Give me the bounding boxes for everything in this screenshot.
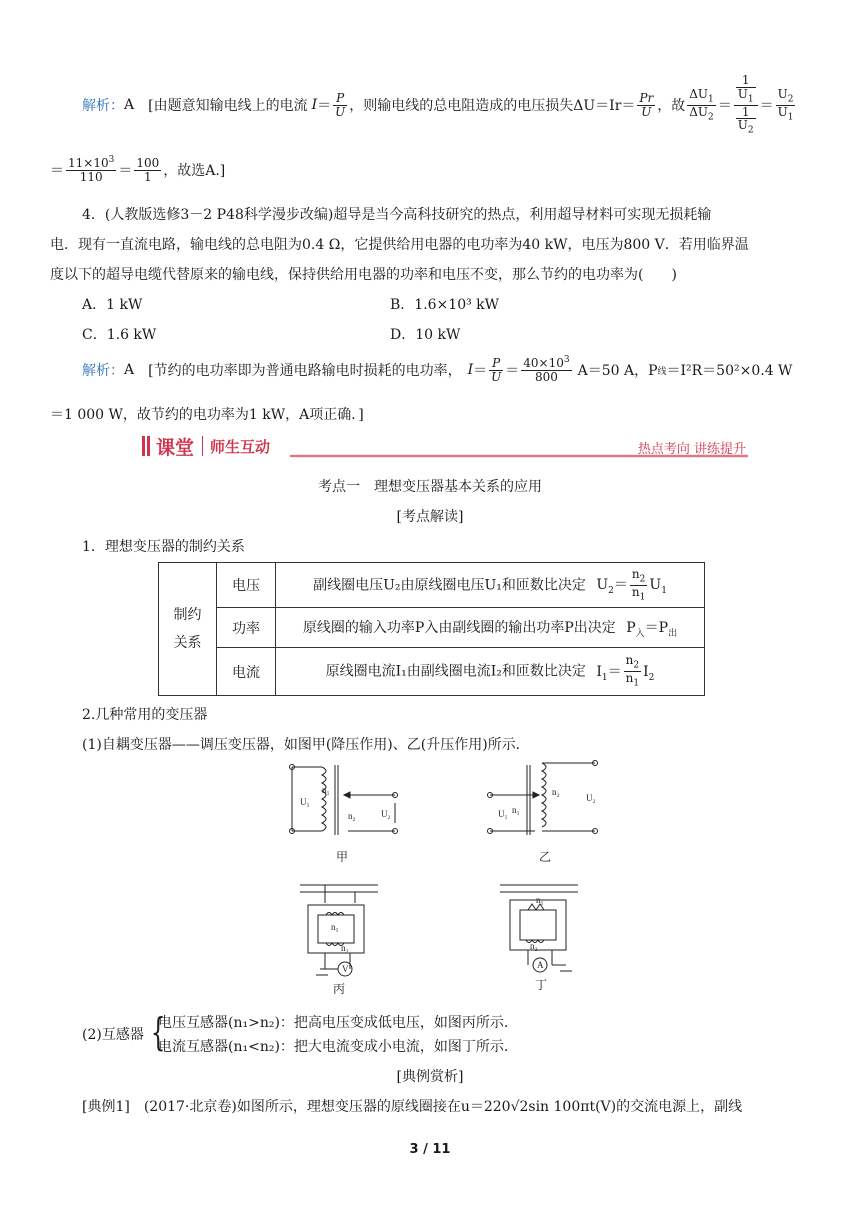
- voltmeter-icon: V: [342, 964, 349, 974]
- banner-divider: [202, 436, 203, 456]
- analysis-text: ，故选A.]: [163, 163, 226, 179]
- transformer-figures: [0, 755, 860, 995]
- item-2-para-2-line-2: 电流互感器(n₁<n₂)：把大电流变成小电流，如图丁所示.: [158, 1039, 509, 1055]
- ammeter-icon: A: [537, 960, 544, 970]
- item-1-title: 1．理想变压器的制约关系: [82, 539, 245, 555]
- table-row-label: 电流: [217, 648, 276, 696]
- analysis-label: 解析：: [82, 98, 124, 114]
- figure-caption-bing: 丙: [333, 982, 346, 995]
- fraction-11e3-over-110: $\frac{11\times 10^3}{110}$: [68, 155, 115, 184]
- label-n2: n₂: [341, 943, 349, 953]
- table-row-label: 电压: [217, 563, 276, 608]
- banner-right: 热点考向 讲练提升: [637, 442, 746, 457]
- fraction-40e3-over-800: $\frac{40\times 10^3}{800}$: [523, 355, 570, 384]
- section-banner: [140, 433, 750, 459]
- formula-symbol: ＝: [317, 98, 332, 114]
- label-u1: U₁: [498, 809, 508, 819]
- formula-u2: $U_2=$ $\frac{n_2}{n_1}$ $U_1$: [596, 566, 667, 602]
- analysis-text: [由题意知输电线上的电流: [148, 98, 308, 114]
- analysis-text: ＝I²R＝50²×0.4 W: [666, 363, 793, 379]
- formula-symbol: ＝: [505, 363, 520, 379]
- table-cell-text: 原线圈的输入功率P入由副线圈的输出功率P出决定: [302, 619, 616, 636]
- page-number: 3 / 11: [409, 1142, 451, 1157]
- analysis-1-line-2: [50, 148, 225, 192]
- question-4-stem-2: 电．现有一直流电路，输电线的总电阻为0.4 Ω，它提供给用电器的电功率为40 kW，电压为800 V．若用临界温: [50, 237, 749, 253]
- analysis-answer: A: [124, 97, 135, 113]
- fraction-pr-over-u: $\frac{Pr}{U}$: [639, 90, 654, 119]
- analysis-2-line-1: [82, 348, 792, 392]
- table-cell-text: 原线圈电流I₁由副线圈电流I₂和匝数比决定: [325, 663, 586, 680]
- table-group-cell: [159, 563, 217, 696]
- question-4-stem-3: 度以下的超导电缆代替原来的输电线，保持供给用电器的功率和电压不变，那么节约的电功率为( ): [50, 267, 677, 283]
- banner-title: 课堂: [156, 437, 195, 459]
- label-u2: U₂: [381, 809, 391, 819]
- figure-caption-ding: 丁: [535, 978, 548, 992]
- label-n1: n₁: [512, 805, 520, 815]
- label-n2: n₂: [552, 787, 560, 797]
- analysis-label: 解析：: [82, 363, 124, 379]
- figure-caption-yi: 乙: [539, 850, 552, 864]
- formula-symbol: ＝: [118, 163, 133, 179]
- relations-table: [158, 562, 705, 696]
- analysis-text: ，则输电线的总电阻造成的电压损失ΔU＝Ir＝: [349, 98, 636, 114]
- analysis-text: ，故: [657, 98, 686, 114]
- table-row-text: [276, 563, 705, 608]
- item-2-para-2-line-1: 电压互感器(n₁>n₂)：把高电压变成低电压，如图丙所示.: [158, 1015, 509, 1031]
- table-row-label: 功率: [217, 608, 276, 648]
- formula-symbol: ＝: [717, 98, 732, 114]
- option-c: C．1.6 kW: [82, 327, 157, 343]
- formula-i1: $I_1=$ $\frac{n_2}{n_1}$ $I_2$: [596, 653, 655, 689]
- option-a: A．1 kW: [82, 297, 143, 313]
- example-text: [典例1] (2017·北京卷)如图所示，理想变压器的原线圈接在u＝220√2sin 100πt(V)的交流电源上，副线: [82, 1099, 743, 1115]
- item-2-para-2-label: (2)互感器: [82, 1027, 144, 1043]
- fraction-u2-over-u1: $\frac{U_2}{U_1}$: [777, 86, 794, 122]
- analysis-2-line-2: ＝1 000 W，故节约的电功率为1 kW，A项正确．]: [50, 407, 364, 423]
- label-n2: n₂: [530, 941, 538, 951]
- formula-symbol: I: [467, 362, 474, 378]
- fraction-delta-u-ratio: $\frac{\Delta U_1}{\Delta U_2}$: [689, 86, 714, 122]
- formula-symbol: ＝: [759, 98, 774, 114]
- subscript-line: 线: [657, 366, 667, 377]
- fraction-p-over-u: $\frac{P}{U}$: [335, 90, 346, 119]
- table-cell-text: 副线圈电压U₂由原线圈电压U₁和匝数比决定: [313, 577, 586, 593]
- label-n2: n₂: [348, 811, 356, 821]
- formula-symbol: ＝: [50, 163, 64, 179]
- label-n1: n₁: [322, 785, 330, 795]
- item-2-para-1: (1)自耦变压器——调压变压器，如图甲(降压作用)、乙(升压作用)所示．: [82, 737, 530, 753]
- formula-symbol: ＝: [473, 363, 488, 379]
- example-subhead: [典例赏析]: [396, 1069, 464, 1085]
- fraction-p-over-u: $\frac{P}{U}$: [491, 355, 502, 384]
- label-u1: U₁: [300, 797, 310, 807]
- analysis-text: [节约的电功率即为普通电路输电时损耗的电功率，: [148, 363, 462, 379]
- banner-subtitle: 师生互动: [210, 438, 271, 456]
- brace: {: [150, 1010, 166, 1054]
- table-group-label: 制约: [173, 607, 202, 623]
- formula-power: $P_入=P_出$: [626, 619, 678, 639]
- option-b: B．1.6×10³ kW: [390, 297, 500, 313]
- table-row-text: [276, 648, 705, 696]
- formula-symbol: I: [311, 97, 318, 113]
- label-u2: U₂: [586, 793, 596, 803]
- fraction-100-over-1: $\frac{100}{1}$: [136, 155, 160, 184]
- table-row-text: [276, 608, 705, 648]
- label-n1: n₁: [331, 922, 339, 932]
- label-n1: n₁: [536, 895, 544, 905]
- figure-caption-jia: 甲: [336, 850, 349, 864]
- question-4-stem-1: 4．(人教版选修3－2 P48科学漫步改编)超导是当今高科技研究的热点，利用超导材料可实现无损耗输: [82, 207, 712, 223]
- item-2-title: 2.几种常用的变压器: [82, 707, 208, 723]
- fraction-compound: $\frac{\frac{1}{U_1}}{\frac{1}{U_2}}$: [734, 74, 758, 136]
- table-group-label: 关系: [173, 635, 202, 651]
- section-subhead: [考点解读]: [396, 509, 464, 525]
- section-title: 考点一 理想变压器基本关系的应用: [318, 479, 542, 495]
- analysis-1-line-1: [82, 70, 797, 140]
- analysis-text: A＝50 A，P: [577, 363, 658, 379]
- analysis-answer: A: [124, 362, 135, 378]
- option-d: D．10 kW: [390, 327, 461, 343]
